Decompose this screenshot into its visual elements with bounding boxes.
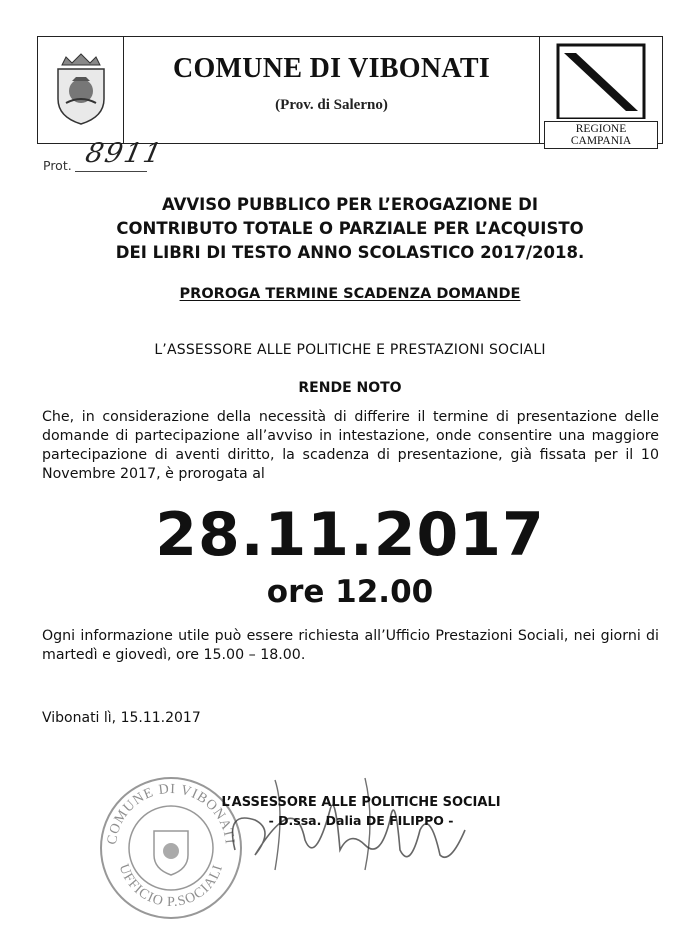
municipal-crest-cell bbox=[38, 37, 124, 143]
page-title: COMUNE DI VIBONATI bbox=[172, 53, 491, 84]
issuer-line: L’ASSESSORE ALLE POLITICHE E PRESTAZIONI SOCIALI bbox=[154, 342, 546, 358]
info-paragraph: Ogni informazione utile può essere richiesta all’Ufficio Prestazioni Sociali, nei giorni di martedì e giovedì, ore 15.00 – 18.00. bbox=[42, 628, 659, 663]
heading-line-1: AVVISO PUBBLICO PER L’EROGAZIONE DI bbox=[161, 195, 539, 214]
region-label: REGIONE CAMPANIA bbox=[544, 121, 658, 149]
region-campania-logo-icon bbox=[554, 43, 648, 119]
signatory-role: L’ASSESSORE ALLE POLITICHE SOCIALI bbox=[221, 795, 501, 810]
deadline-time: ore 12.00 bbox=[266, 574, 434, 610]
region-logo-cell bbox=[539, 37, 662, 147]
heading-line-3: DEI LIBRI DI TESTO ANNO SCOLASTICO 2017/2018. bbox=[115, 243, 585, 262]
stamp-top-text: COMUNE DI VIBONATI bbox=[104, 781, 237, 846]
place-date: Vibonati lì, 15.11.2017 bbox=[42, 710, 201, 726]
protocol-label: Prot. bbox=[43, 158, 72, 173]
province-subtitle: (Prov. di Salerno) bbox=[275, 97, 388, 113]
protocol-number: 8911 bbox=[82, 138, 167, 169]
protocol-line bbox=[75, 171, 147, 172]
subheading-text: PROROGA TERMINE SCADENZA DOMANDE bbox=[179, 286, 521, 302]
municipal-crest-icon bbox=[52, 51, 110, 127]
letterhead bbox=[37, 36, 663, 147]
notice-body: Che, in considerazione della necessità di differire il termine di presentazione delle domande di partecipazione all’avviso in intestazione, onde consentire una maggiore partecipazione di aventi diritto, la scadenza di presentazione, già fissata per il 10 Novembre 2017, è prorogata al bbox=[42, 409, 659, 482]
stamp-bottom-text: UFFICIO P.SOCIALI bbox=[115, 862, 227, 911]
deadline-date: 28.11.2017 bbox=[155, 500, 545, 570]
subheading bbox=[0, 286, 700, 302]
announce-line: RENDE NOTO bbox=[298, 380, 402, 396]
signatory-name: - D.ssa. Dalia DE FILIPPO - bbox=[268, 813, 454, 828]
notice-heading bbox=[40, 193, 660, 265]
heading-line-2: CONTRIBUTO TOTALE O PARZIALE PER L’ACQUISTO bbox=[116, 219, 584, 238]
